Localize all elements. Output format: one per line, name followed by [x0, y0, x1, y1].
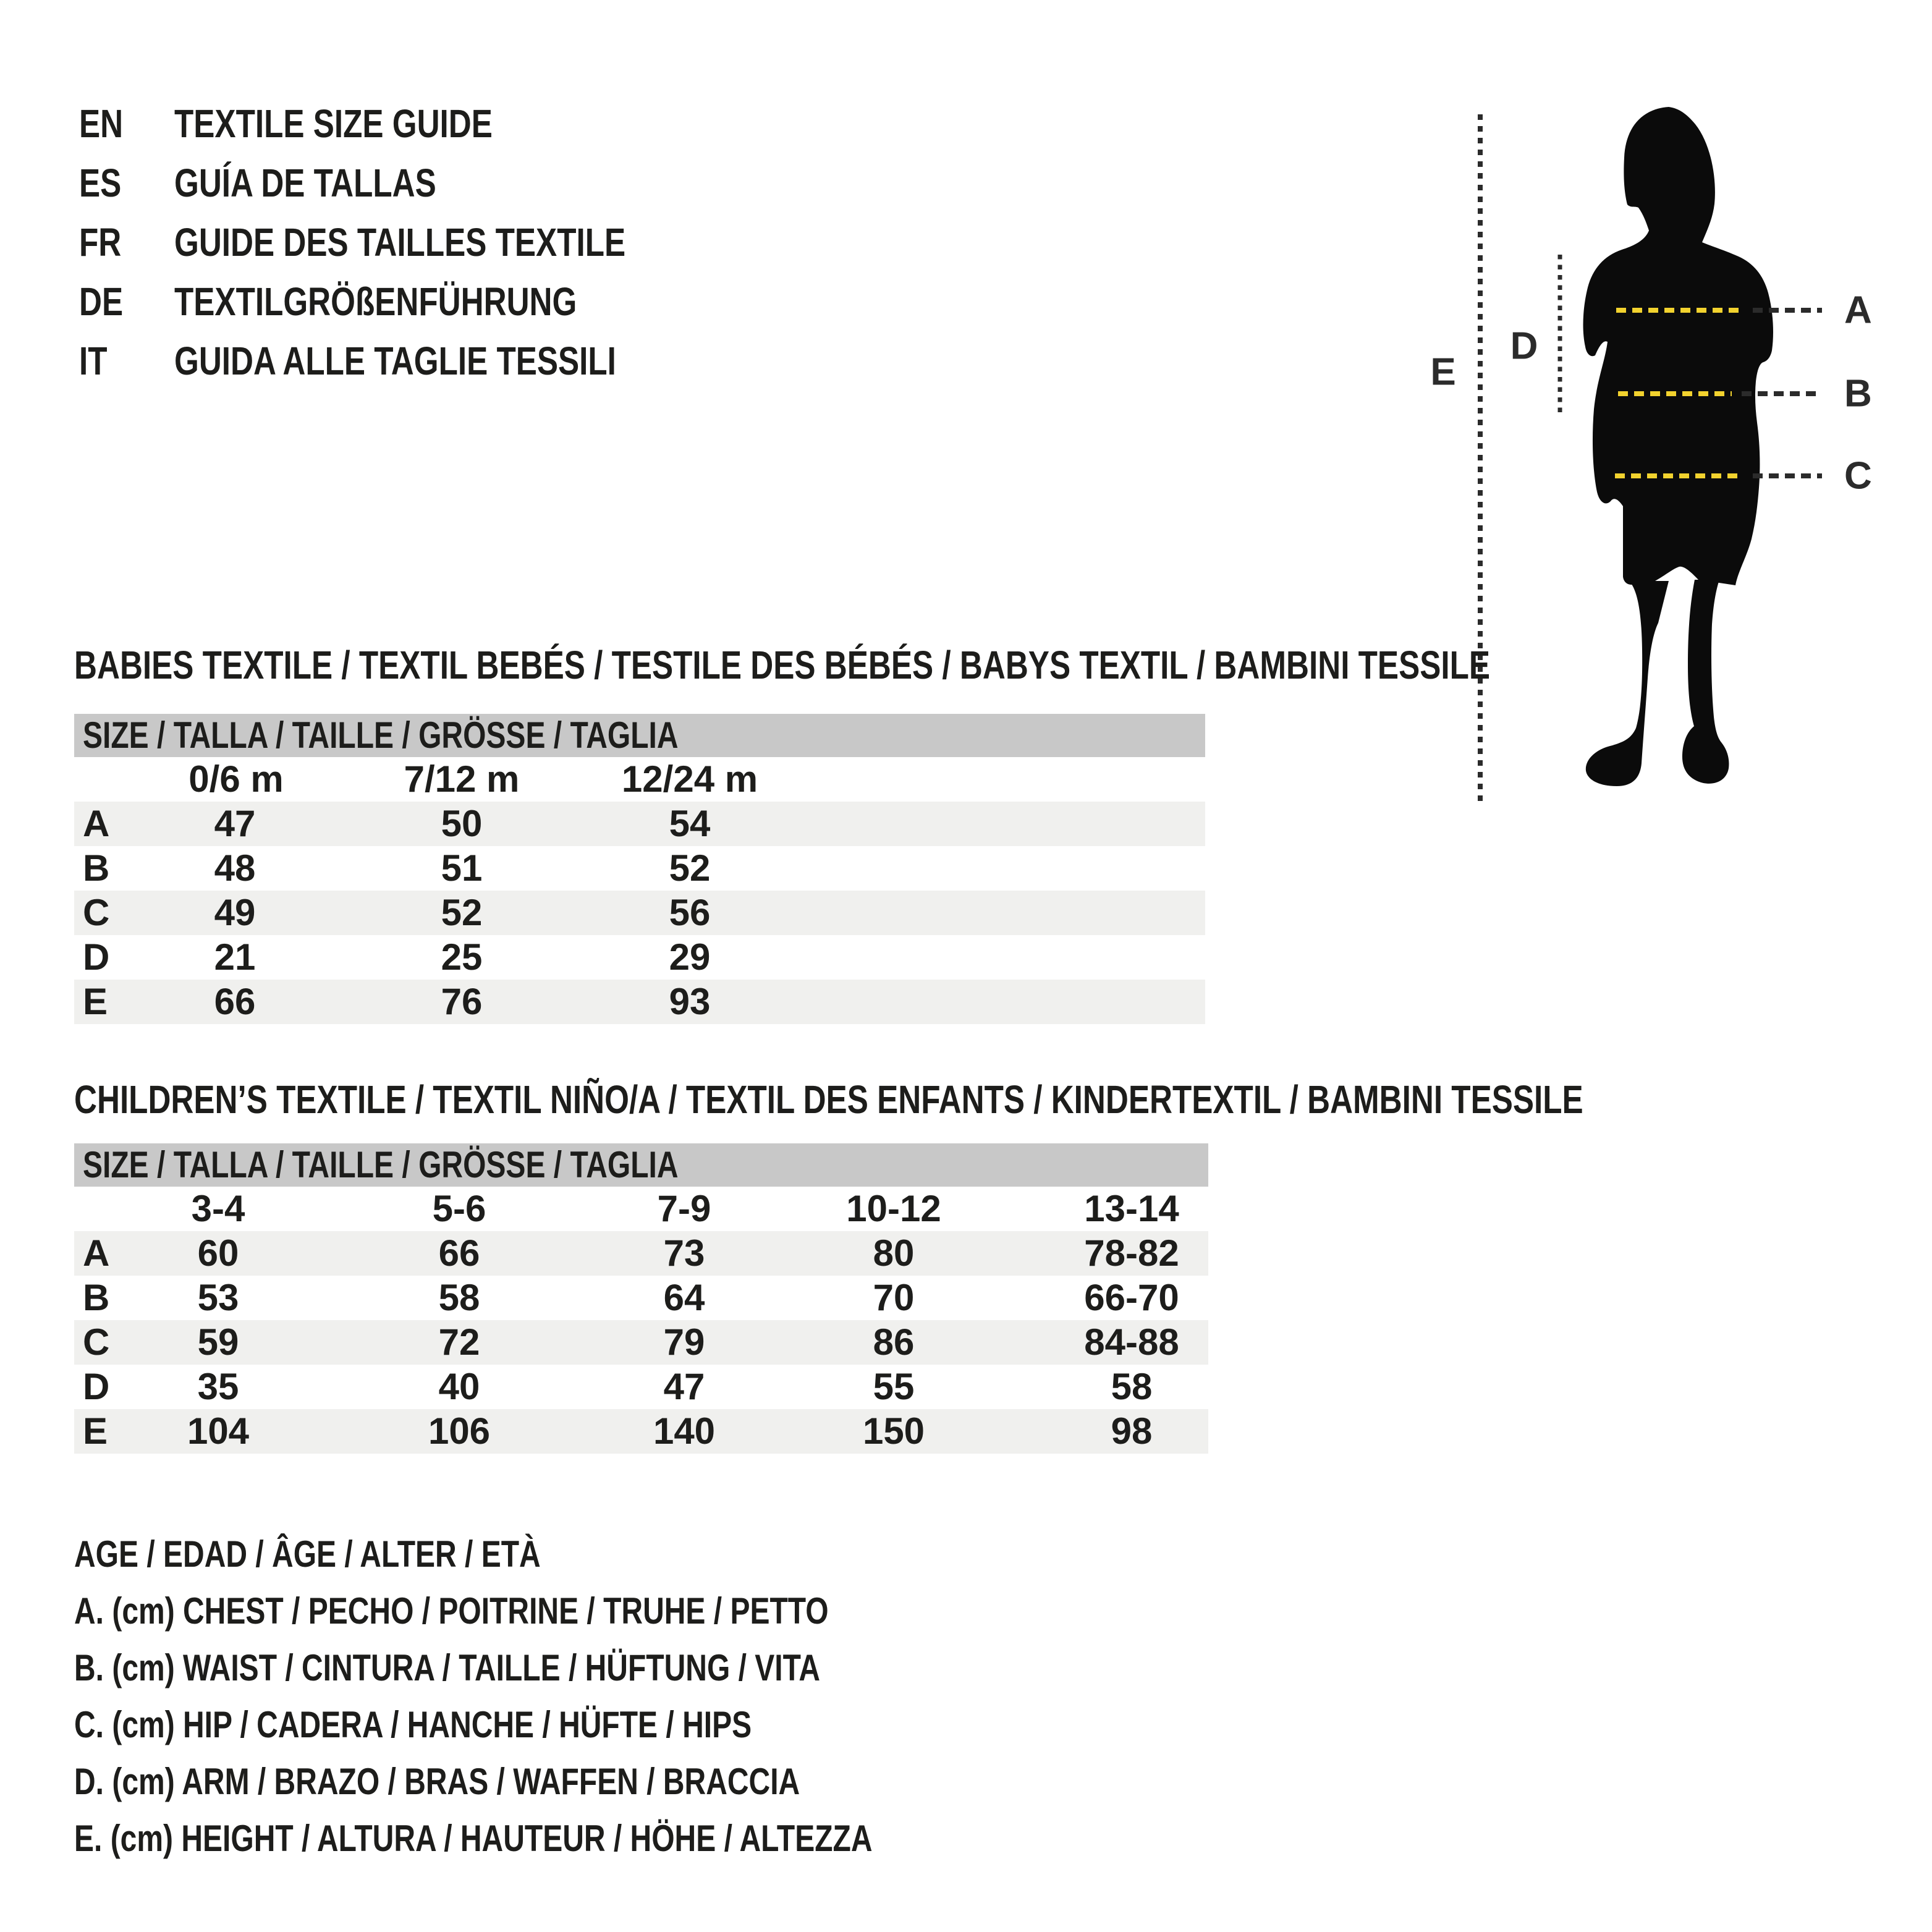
table-row — [74, 1231, 1208, 1276]
language-title: GUIDE DES TAILLES TEXTILE — [174, 220, 626, 265]
children-section-title: CHILDREN’S TEXTILE / TEXTIL NIÑO/A / TEXTIL DES ENFANTS / KINDERTEXTIL / BAMBINI TESSILE — [74, 1077, 1583, 1122]
language-code: IT — [79, 339, 108, 383]
children-size-header-bar: SIZE / TALLA / TAILLE / GRÖSSE / TAGLIA — [74, 1143, 1208, 1187]
row-label: E — [83, 1410, 108, 1452]
child-measurement-figure — [1409, 87, 1932, 810]
legend-line-arm: D. (cm) ARM / BRAZO / BRAS / WAFFEN / BRACCIA — [74, 1761, 800, 1802]
table-cell: 52 — [669, 847, 711, 889]
children-rows — [74, 1231, 1208, 1454]
table-cell: 58 — [1111, 1366, 1153, 1407]
row-label: C — [83, 1321, 110, 1363]
language-code: FR — [79, 220, 122, 265]
table-row — [74, 980, 1205, 1024]
row-label: A — [83, 803, 110, 844]
table-cell: 93 — [669, 981, 711, 1022]
table-cell: 54 — [669, 803, 711, 844]
table-cell: 73 — [663, 1232, 705, 1274]
legend-line-chest: A. (cm) CHEST / PECHO / POITRINE / TRUHE / PETTO — [74, 1590, 829, 1632]
table-cell: 59 — [197, 1321, 239, 1363]
table-cell: 70 — [873, 1277, 915, 1318]
table-cell: 49 — [214, 892, 256, 933]
babies-column-headers — [74, 757, 1205, 802]
table-cell: 47 — [663, 1366, 705, 1407]
table-row — [74, 891, 1205, 935]
table-cell: 40 — [438, 1366, 480, 1407]
table-cell: 60 — [197, 1232, 239, 1274]
table-cell: 66 — [214, 981, 256, 1022]
table-cell: 140 — [653, 1410, 716, 1452]
babies-rows — [74, 802, 1205, 1024]
table-cell: 104 — [187, 1410, 250, 1452]
table-row — [74, 1276, 1208, 1320]
table-cell: 76 — [441, 981, 483, 1022]
legend-line-hip: C. (cm) HIP / CADERA / HANCHE / HÜFTE / HIPS — [74, 1704, 752, 1745]
table-cell: 84-88 — [1084, 1321, 1179, 1363]
table-cell: 55 — [873, 1366, 915, 1407]
row-label: D — [83, 936, 110, 978]
figure-label-waist: B — [1844, 372, 1872, 415]
language-code: DE — [79, 279, 124, 324]
column-header: 7-9 — [657, 1188, 711, 1229]
column-header: 7/12 m — [404, 758, 520, 800]
table-cell: 72 — [438, 1321, 480, 1363]
table-cell: 56 — [669, 892, 711, 933]
table-cell: 98 — [1111, 1410, 1153, 1452]
babies-section-title: BABIES TEXTILE / TEXTIL BEBÉS / TESTILE DES BÉBÉS / BABYS TEXTIL / BAMBINI TESSILE — [74, 643, 1491, 687]
figure-label-height: E — [1430, 350, 1456, 394]
language-title: GUIDA ALLE TAGLIE TESSILI — [174, 339, 616, 383]
measurement-legend — [74, 1526, 1072, 1867]
column-header: 12/24 m — [621, 758, 758, 800]
row-label: B — [83, 847, 110, 889]
figure-label-hip: C — [1844, 454, 1872, 498]
table-cell: 78-82 — [1084, 1232, 1179, 1274]
legend-line-height: E. (cm) HEIGHT / ALTURA / HAUTEUR / HÖHE / ALTEZZA — [74, 1818, 873, 1859]
table-cell: 50 — [441, 803, 483, 844]
column-header: 3-4 — [191, 1188, 245, 1229]
table-row — [74, 802, 1205, 846]
children-size-table — [74, 1143, 1208, 1454]
column-header: 10-12 — [846, 1188, 941, 1229]
table-cell: 21 — [214, 936, 256, 978]
table-cell: 51 — [441, 847, 483, 889]
table-cell: 29 — [669, 936, 711, 978]
row-label: B — [83, 1277, 110, 1318]
legend-line-waist: B. (cm) WAIST / CINTURA / TAILLE / HÜFTUNG / VITA — [74, 1647, 821, 1688]
row-label: C — [83, 892, 110, 933]
figure-label-chest: A — [1844, 289, 1872, 332]
table-row — [74, 846, 1205, 891]
language-code: EN — [79, 101, 124, 146]
column-header: 13-14 — [1084, 1188, 1179, 1229]
babies-size-table — [74, 714, 1205, 1024]
column-header: 0/6 m — [189, 758, 284, 800]
table-cell: 53 — [197, 1277, 239, 1318]
language-title: GUÍA DE TALLAS — [174, 161, 436, 205]
children-column-headers — [74, 1187, 1208, 1231]
language-code: ES — [79, 161, 122, 205]
table-row — [74, 1320, 1208, 1365]
row-label: A — [83, 1232, 110, 1274]
table-cell: 80 — [873, 1232, 915, 1274]
table-cell: 66-70 — [1084, 1277, 1179, 1318]
table-row — [74, 1409, 1208, 1454]
row-label: E — [83, 981, 108, 1022]
table-cell: 52 — [441, 892, 483, 933]
table-cell: 58 — [438, 1277, 480, 1318]
table-cell: 35 — [197, 1366, 239, 1407]
table-cell: 86 — [873, 1321, 915, 1363]
table-cell: 25 — [441, 936, 483, 978]
figure-label-arm: D — [1510, 324, 1538, 368]
table-cell: 79 — [663, 1321, 705, 1363]
table-cell: 150 — [862, 1410, 925, 1452]
table-cell: 48 — [214, 847, 256, 889]
language-title: TEXTILGRÖßENFÜHRUNG — [174, 279, 577, 324]
table-cell: 47 — [214, 803, 256, 844]
legend-line-age: AGE / EDAD / ÂGE / ALTER / ETÀ — [74, 1533, 541, 1575]
language-title: TEXTILE SIZE GUIDE — [174, 101, 493, 146]
column-header: 5-6 — [432, 1188, 486, 1229]
babies-size-header-bar: SIZE / TALLA / TAILLE / GRÖSSE / TAGLIA — [74, 714, 1205, 757]
row-label: D — [83, 1366, 110, 1407]
table-cell: 66 — [438, 1232, 480, 1274]
table-cell: 64 — [663, 1277, 705, 1318]
table-row — [74, 1365, 1208, 1409]
table-cell: 106 — [428, 1410, 491, 1452]
table-row — [74, 935, 1205, 980]
